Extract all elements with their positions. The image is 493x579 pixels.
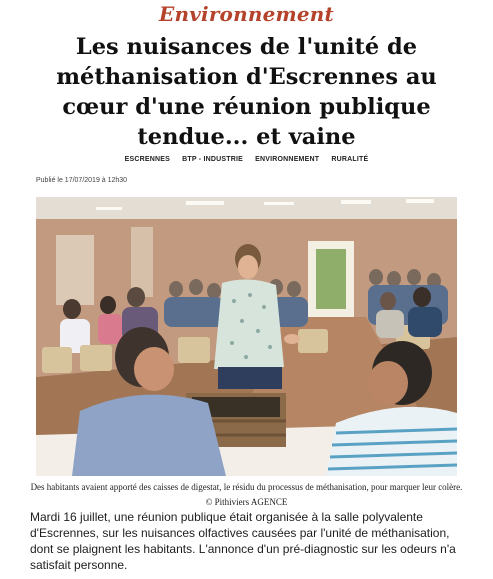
- photo-caption: Des habitants avaient apporté des caisses de digestat, le résidu du processus de méthanisation, pour marquer leur colère. © Pithiviers AGENCE: [30, 482, 463, 507]
- article-lead: Mardi 16 juillet, une réunion publique était organisée à la salle polyvalente d'Escrennes, sur les nuisances olfactives causées par l'unité de méthanisation, dont se plaignent les habitants. L'annonce d'un pré-diagnostic sur les odeurs n'a satisfait personne.: [30, 510, 456, 572]
- meeting-photo-illustration: [36, 197, 457, 476]
- tag-btp-industrie[interactable]: BTP - INDUSTRIE: [182, 156, 243, 163]
- article-photo: [36, 197, 457, 476]
- tag-environnement[interactable]: ENVIRONNEMENT: [255, 156, 320, 163]
- section-label[interactable]: Environnement: [159, 2, 334, 26]
- article-headline: Les nuisances de l'unité de méthanisation d'Escrennes au cœur d'une réunion publique tendue... et vaine: [56, 34, 437, 150]
- tag-list: [0, 156, 493, 163]
- tag-escrennes[interactable]: ESCRENNES: [124, 156, 170, 163]
- tag-ruralite[interactable]: RURALITÉ: [331, 156, 369, 163]
- publication-date: Publié le 17/07/2019 à 12h30: [36, 177, 128, 184]
